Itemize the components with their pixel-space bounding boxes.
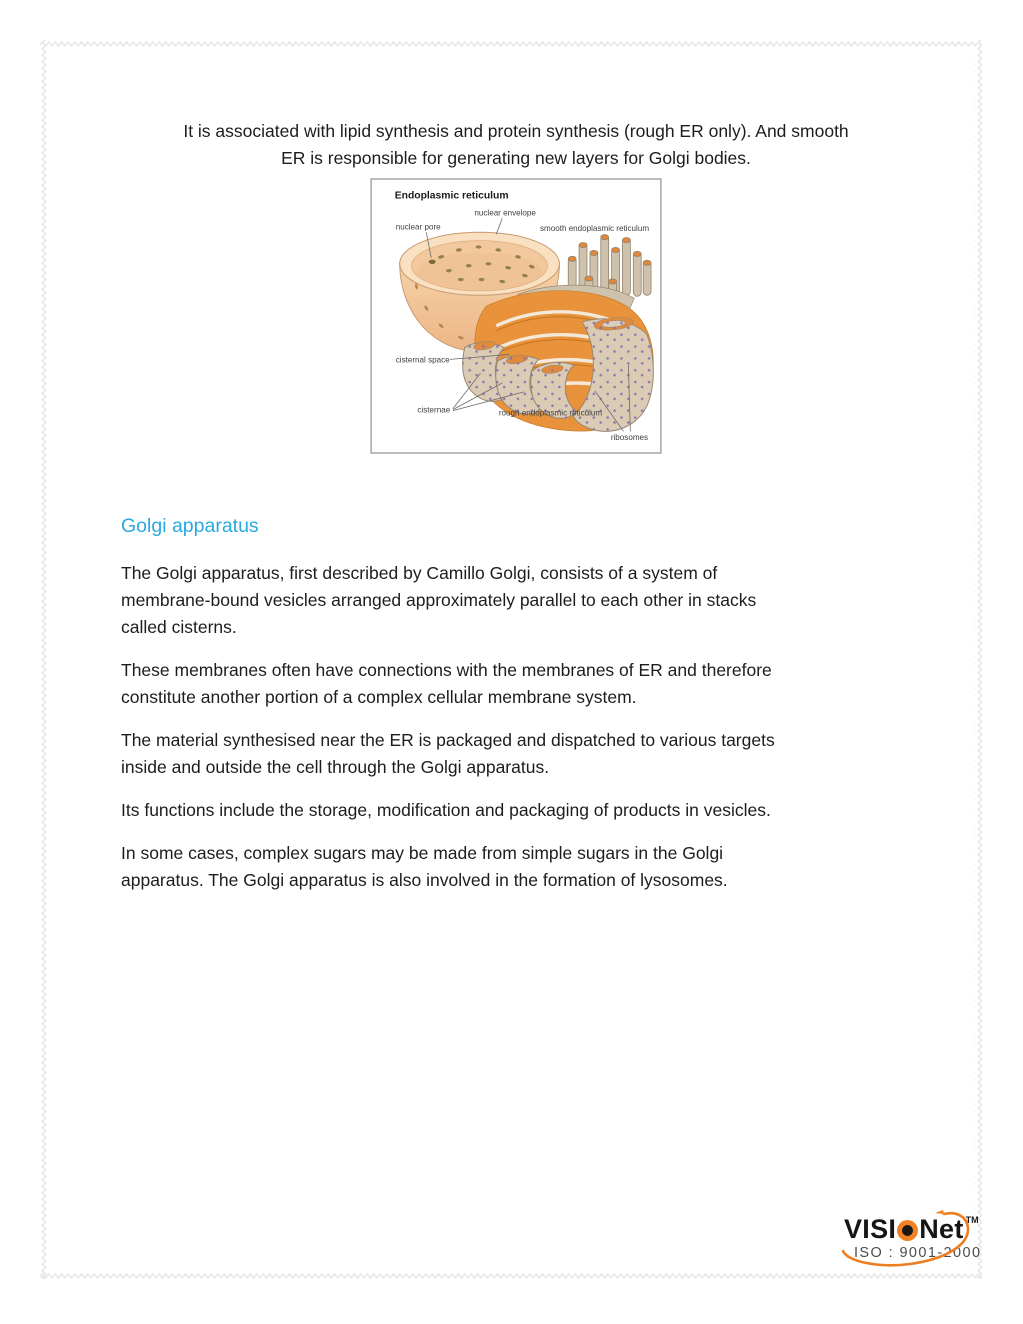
trademark-symbol: TM bbox=[965, 1215, 979, 1225]
er-diagram bbox=[370, 178, 662, 454]
paragraph bbox=[121, 840, 911, 894]
diagram-label-cisternal-space: cisternal space bbox=[395, 355, 450, 365]
diagram-label-nuclear-envelope: nuclear envelope bbox=[474, 208, 536, 218]
section-heading: Golgi apparatus bbox=[121, 515, 259, 537]
paragraph-line: membrane-bound vesicles arranged approximately parallel to each other in stacks bbox=[121, 590, 757, 610]
intro-line: It is associated with lipid synthesis and protein synthesis (rough ER only). And smooth bbox=[183, 121, 849, 141]
paragraph-line: constitute another portion of a complex cellular membrane system. bbox=[121, 687, 637, 707]
paragraph bbox=[121, 727, 911, 781]
logo-wordmark bbox=[844, 1216, 979, 1243]
intro-paragraph bbox=[121, 118, 911, 172]
paragraph-line: apparatus. The Golgi apparatus is also involved in the formation of lysosomes. bbox=[121, 870, 728, 890]
visionet-logo bbox=[838, 1203, 982, 1271]
diagram-label-ribosomes: ribosomes bbox=[610, 433, 649, 443]
er-diagram-figure bbox=[370, 178, 662, 454]
paragraph-line: Its functions include the storage, modification and packaging of products in vesicles. bbox=[121, 800, 771, 820]
logo-eye-icon bbox=[897, 1220, 918, 1241]
diagram-label-nuclear-pore: nuclear pore bbox=[395, 222, 441, 232]
paragraph-line: These membranes often have connections with the membranes of ER and therefore bbox=[121, 660, 772, 680]
logo-iso-text: ISO : 9001-2000 bbox=[854, 1245, 982, 1261]
paragraph bbox=[121, 657, 911, 711]
paragraph bbox=[121, 797, 911, 824]
paragraph-line: In some cases, complex sugars may be made from simple sugars in the Golgi bbox=[121, 843, 724, 863]
paragraph-line: inside and outside the cell through the Golgi apparatus. bbox=[121, 757, 550, 777]
paragraph-line: The material synthesised near the ER is packaged and dispatched to various targets bbox=[121, 730, 775, 750]
diagram-label-smooth-er: smooth endoplasmic reticulum bbox=[539, 224, 650, 234]
logo-text-part1: VISI bbox=[844, 1214, 897, 1244]
document-body bbox=[121, 118, 911, 910]
paragraph-line: The Golgi apparatus, first described by Camillo Golgi, consists of a system of bbox=[121, 563, 718, 583]
diagram-label-rough-er: rough endoplasmic reticulum bbox=[498, 408, 603, 418]
diagram-label-cisternae: cisternae bbox=[417, 405, 451, 415]
paragraph bbox=[121, 560, 911, 641]
diagram-title: Endoplasmic reticulum bbox=[394, 190, 509, 202]
logo-text-part2: Net bbox=[919, 1214, 964, 1244]
intro-line: ER is responsible for generating new layers for Golgi bodies. bbox=[281, 148, 751, 168]
paragraph-line: called cisterns. bbox=[121, 617, 237, 637]
nuclear-pore-spot bbox=[429, 260, 436, 264]
